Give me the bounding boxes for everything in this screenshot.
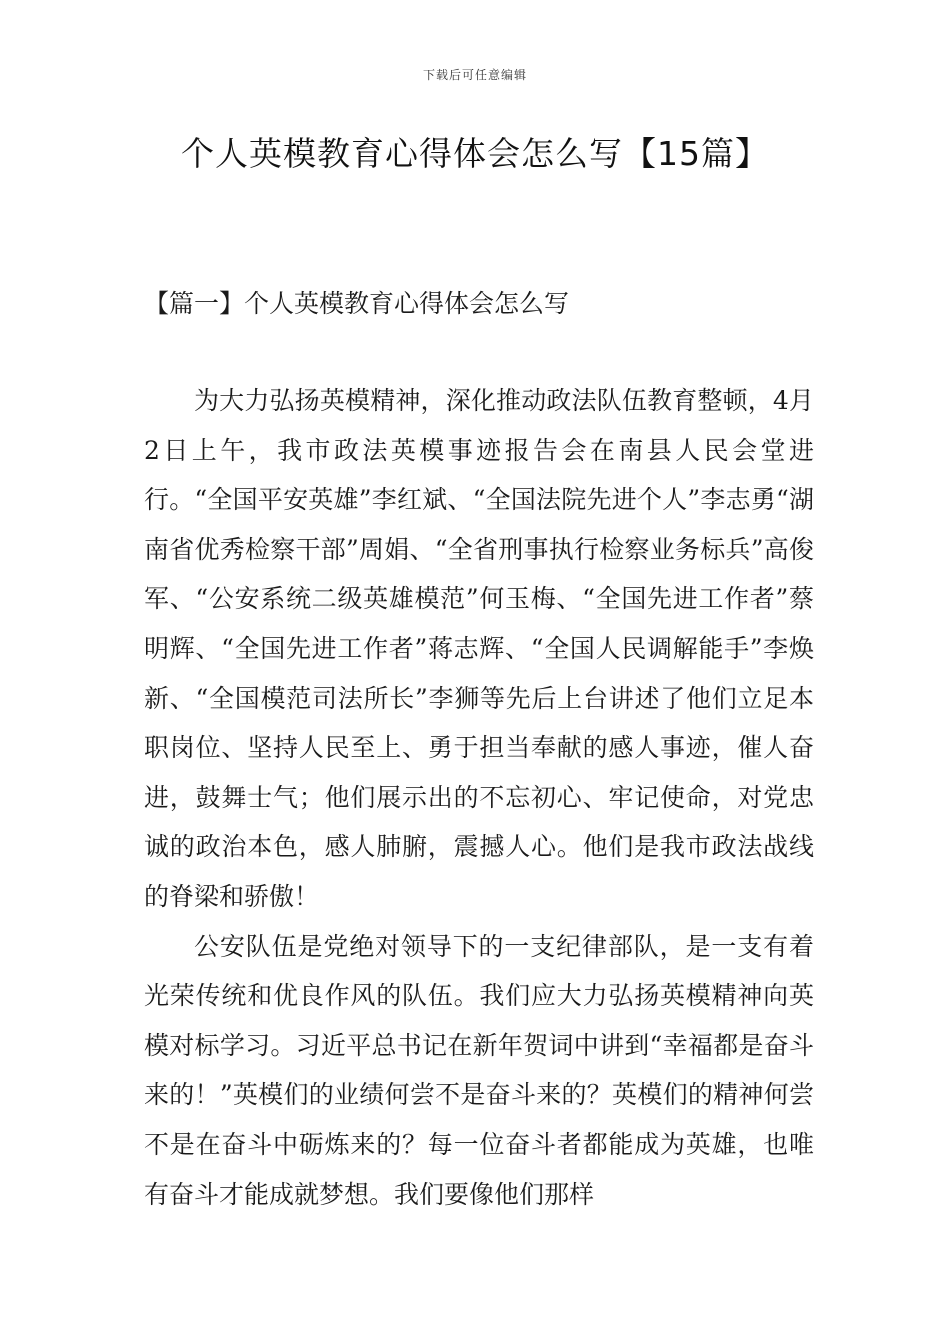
paragraph-2: 公安队伍是党绝对领导下的一支纪律部队，是一支有着光荣传统和优良作风的队伍。我们应大力弘扬英模精神向英模对标学习。习近平总书记在新年贺词中讲到“幸福都是奋斗来的！”英模们的业绩何尝不是奋斗来的？英模们的精神何尝不是在奋斗中砺炼来的？每一位奋斗者都能成为英雄，也唯有奋斗才能成就梦想。我们要像他们那样 (144, 931, 814, 1209)
paragraph-1: 为大力弘扬英模精神，深化推动政法队伍教育整顿，4月2日上午，我市政法英模事迹报告会在南县人民会堂进行。“全国平安英雄”李红斌、“全国法院先进个人”李志勇“湖南省优秀检察干部”周娟、“全省刑事执行检察业务标兵”高俊军、“公安系统二级英雄模范”何玉梅、“全国先进工作者”蔡明辉、“全国先进工作者”蒋志辉、“全国人民调解能手”李焕新、“全国模范司法所长”李狮等先后上台讲述了他们立足本职岗位、坚持人民至上、勇于担当奉献的感人事迹，催人奋进，鼓舞士气；他们展示出的不忘初心、牢记使命，对党忠诚的政治本色，感人肺腑，震撼人心。他们是我市政法战线的脊梁和骄傲！ (144, 386, 814, 911)
header-note: 下载后可任意编辑 (422, 68, 527, 82)
body-text (144, 376, 814, 1219)
section-heading: 【篇一】个人英模教育心得体会怎么写 (144, 289, 570, 318)
document-title: 个人英模教育心得体会怎么写【15篇】 (181, 134, 769, 173)
